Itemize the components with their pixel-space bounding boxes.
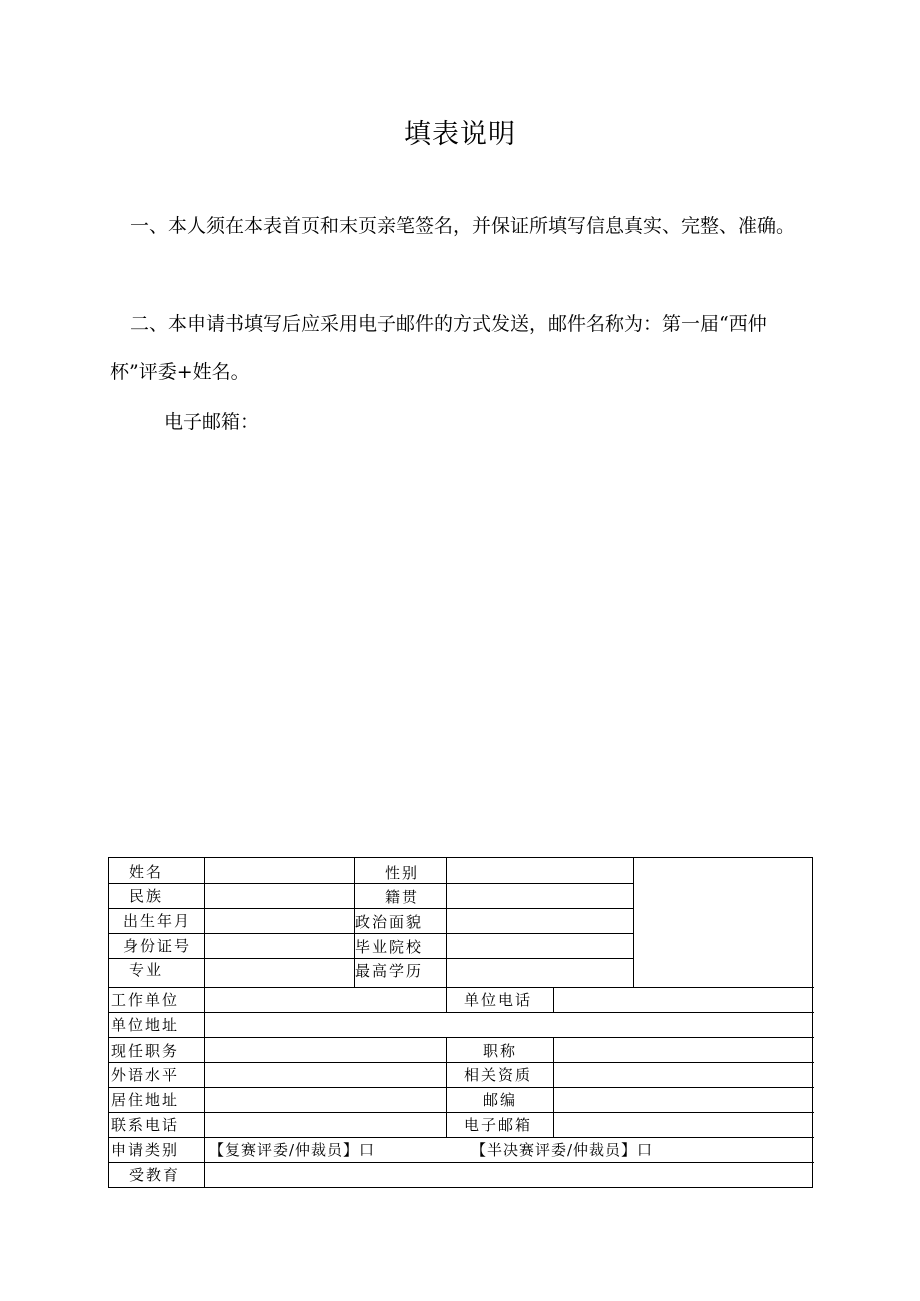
label-id-number: 身份证号: [123, 937, 192, 955]
page-title: 填表说明: [404, 119, 516, 150]
row-line: [109, 987, 814, 988]
row-line: [109, 883, 633, 884]
col-line: [204, 858, 205, 1187]
label-current-position: 现任职务: [111, 1042, 180, 1060]
label-foreign-language: 外语水平: [111, 1066, 180, 1084]
label-gender: 性别: [385, 864, 420, 882]
row-line: [109, 1037, 814, 1038]
label-political-status: 政治面貌: [355, 913, 424, 931]
row-line: [109, 1112, 814, 1113]
label-unit-address: 单位地址: [111, 1016, 180, 1034]
label-highest-degree: 最高学历: [355, 962, 424, 980]
col-line: [633, 858, 634, 987]
label-email: 电子邮箱: [464, 1116, 533, 1134]
label-job-title: 职称: [483, 1042, 518, 1060]
label-unit-phone: 单位电话: [464, 991, 533, 1009]
label-ethnicity: 民族: [129, 887, 164, 905]
application-form: [108, 857, 813, 1188]
label-qualifications: 相关资质: [464, 1066, 533, 1084]
label-home-address: 居住地址: [111, 1091, 180, 1109]
label-education: 受教育: [129, 1166, 181, 1184]
label-work-unit: 工作单位: [111, 991, 180, 1009]
instruction-2: 二、本申请书填写后应采用电子邮件的方式发送，邮件名称为：第一届“西仲杯”评委+姓名。: [110, 313, 767, 383]
label-major: 专业: [129, 961, 164, 979]
col-line: [446, 1037, 447, 1137]
instruction-1: 一、本人须在本表首页和末页亲笔签名，并保证所填写信息真实、完整、准确。: [130, 215, 796, 237]
email-label: 电子邮箱：: [164, 411, 260, 433]
col-line: [553, 1037, 554, 1137]
label-name: 姓名: [129, 863, 164, 881]
row-line: [109, 1162, 814, 1163]
option-semifinal-checkbox[interactable]: 【半决赛评委/仲裁员】口: [471, 1141, 654, 1159]
label-application-type: 申请类别: [111, 1141, 180, 1159]
label-graduated-school: 毕业院校: [355, 938, 424, 956]
row-line: [109, 1087, 814, 1088]
label-contact-phone: 联系电话: [111, 1116, 180, 1134]
label-native-place: 籍贯: [385, 888, 420, 906]
col-line: [553, 987, 554, 1012]
row-line: [109, 1062, 814, 1063]
row-line: [109, 1012, 814, 1013]
option-rematch-checkbox[interactable]: 【复赛评委/仲裁员】口: [209, 1141, 376, 1159]
label-birth: 出生年月: [123, 912, 192, 930]
label-postcode: 邮编: [483, 1091, 518, 1109]
col-line: [446, 858, 447, 1012]
